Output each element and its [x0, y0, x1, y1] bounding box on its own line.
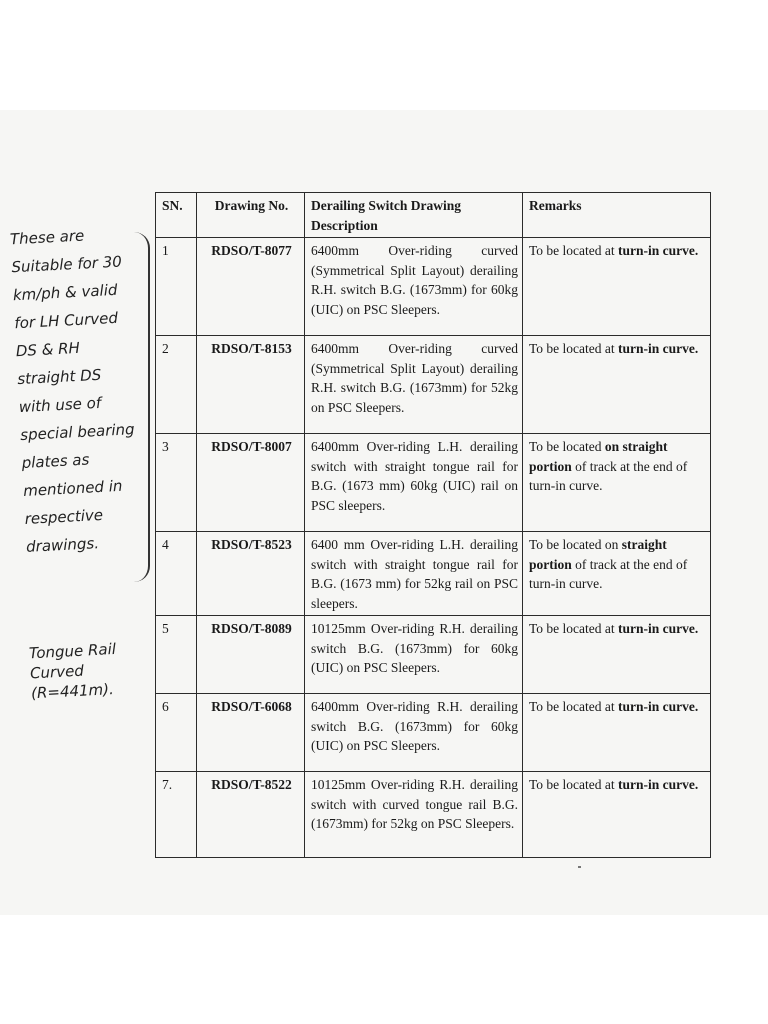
row-remarks: To be located at turn-in curve. — [523, 238, 711, 336]
row-remarks: To be located on straight portion of track at the end of turn-in curve. — [523, 434, 711, 532]
table-row — [156, 336, 711, 434]
row-sn: 6 — [156, 694, 197, 772]
row-drawing-no: RDSO/T-8522 — [197, 772, 305, 858]
row-description: 10125mm Over-riding R.H. derailing switch with curved tongue rail B.G. (1673mm) for 52kg on PSC Sleepers. — [305, 772, 523, 858]
header-drawing-no: Drawing No. — [197, 193, 305, 238]
row-drawing-no: RDSO/T-8007 — [197, 434, 305, 532]
row-remarks: To be located on straight portion of track at the end of turn-in curve. — [523, 532, 711, 616]
row-drawing-no: RDSO/T-8153 — [197, 336, 305, 434]
scan-speck — [578, 866, 581, 868]
handwritten-note-tongue-rail: Tongue Rail Curved (R=441m). — [28, 639, 117, 703]
table-row — [156, 694, 711, 772]
row-sn: 2 — [156, 336, 197, 434]
row-sn: 3 — [156, 434, 197, 532]
row-sn: 4 — [156, 532, 197, 616]
row-drawing-no: RDSO/T-8089 — [197, 616, 305, 694]
row-sn: 1 — [156, 238, 197, 336]
header-description: Derailing Switch Drawing Description — [305, 193, 523, 238]
row-remarks: To be located at turn-in curve. — [523, 772, 711, 858]
handwritten-note-suitability: These are Suitable for 30 km/ph & valid for LH Curved DS & RH straight DS with use of special bearing plates as mentioned in respective drawings. — [9, 226, 136, 556]
table-row — [156, 616, 711, 694]
row-description: 6400mm Over-riding curved (Symmetrical Split Layout) derailing R.H. switch B.G. (1673mm) for 60kg (UIC) on PSC Sleepers. — [305, 238, 523, 336]
derailing-switch-table — [155, 192, 711, 858]
table-header-row — [156, 193, 711, 238]
row-description: 6400mm Over-riding R.H. derailing switch B.G. (1673mm) for 60kg (UIC) on PSC Sleepers. — [305, 694, 523, 772]
row-description: 6400mm Over-riding L.H. derailing switch with straight tongue rail for B.G. (1673 mm) 60kg (UIC) rail on PSC sleepers. — [305, 434, 523, 532]
table-row — [156, 238, 711, 336]
row-description: 6400mm Over-riding curved (Symmetrical Split Layout) derailing R.H. switch B.G. (1673mm) for 52kg on PSC Sleepers. — [305, 336, 523, 434]
row-drawing-no: RDSO/T-6068 — [197, 694, 305, 772]
row-drawing-no: RDSO/T-8077 — [197, 238, 305, 336]
table-row — [156, 532, 711, 616]
row-remarks: To be located at turn-in curve. — [523, 694, 711, 772]
row-sn: 7. — [156, 772, 197, 858]
table-row — [156, 772, 711, 858]
header-remarks: Remarks — [523, 193, 711, 238]
row-description: 6400 mm Over-riding L.H. derailing switch with straight tongue rail for B.G. (1673 mm) for 52kg rail on PSC sleepers. — [305, 532, 523, 616]
header-sn: SN. — [156, 193, 197, 238]
row-description: 10125mm Over-riding R.H. derailing switch B.G. (1673mm) for 60kg (UIC) on PSC Sleepers. — [305, 616, 523, 694]
row-drawing-no: RDSO/T-8523 — [197, 532, 305, 616]
table-row — [156, 434, 711, 532]
row-sn: 5 — [156, 616, 197, 694]
row-remarks: To be located at turn-in curve. — [523, 616, 711, 694]
row-remarks: To be located at turn-in curve. — [523, 336, 711, 434]
